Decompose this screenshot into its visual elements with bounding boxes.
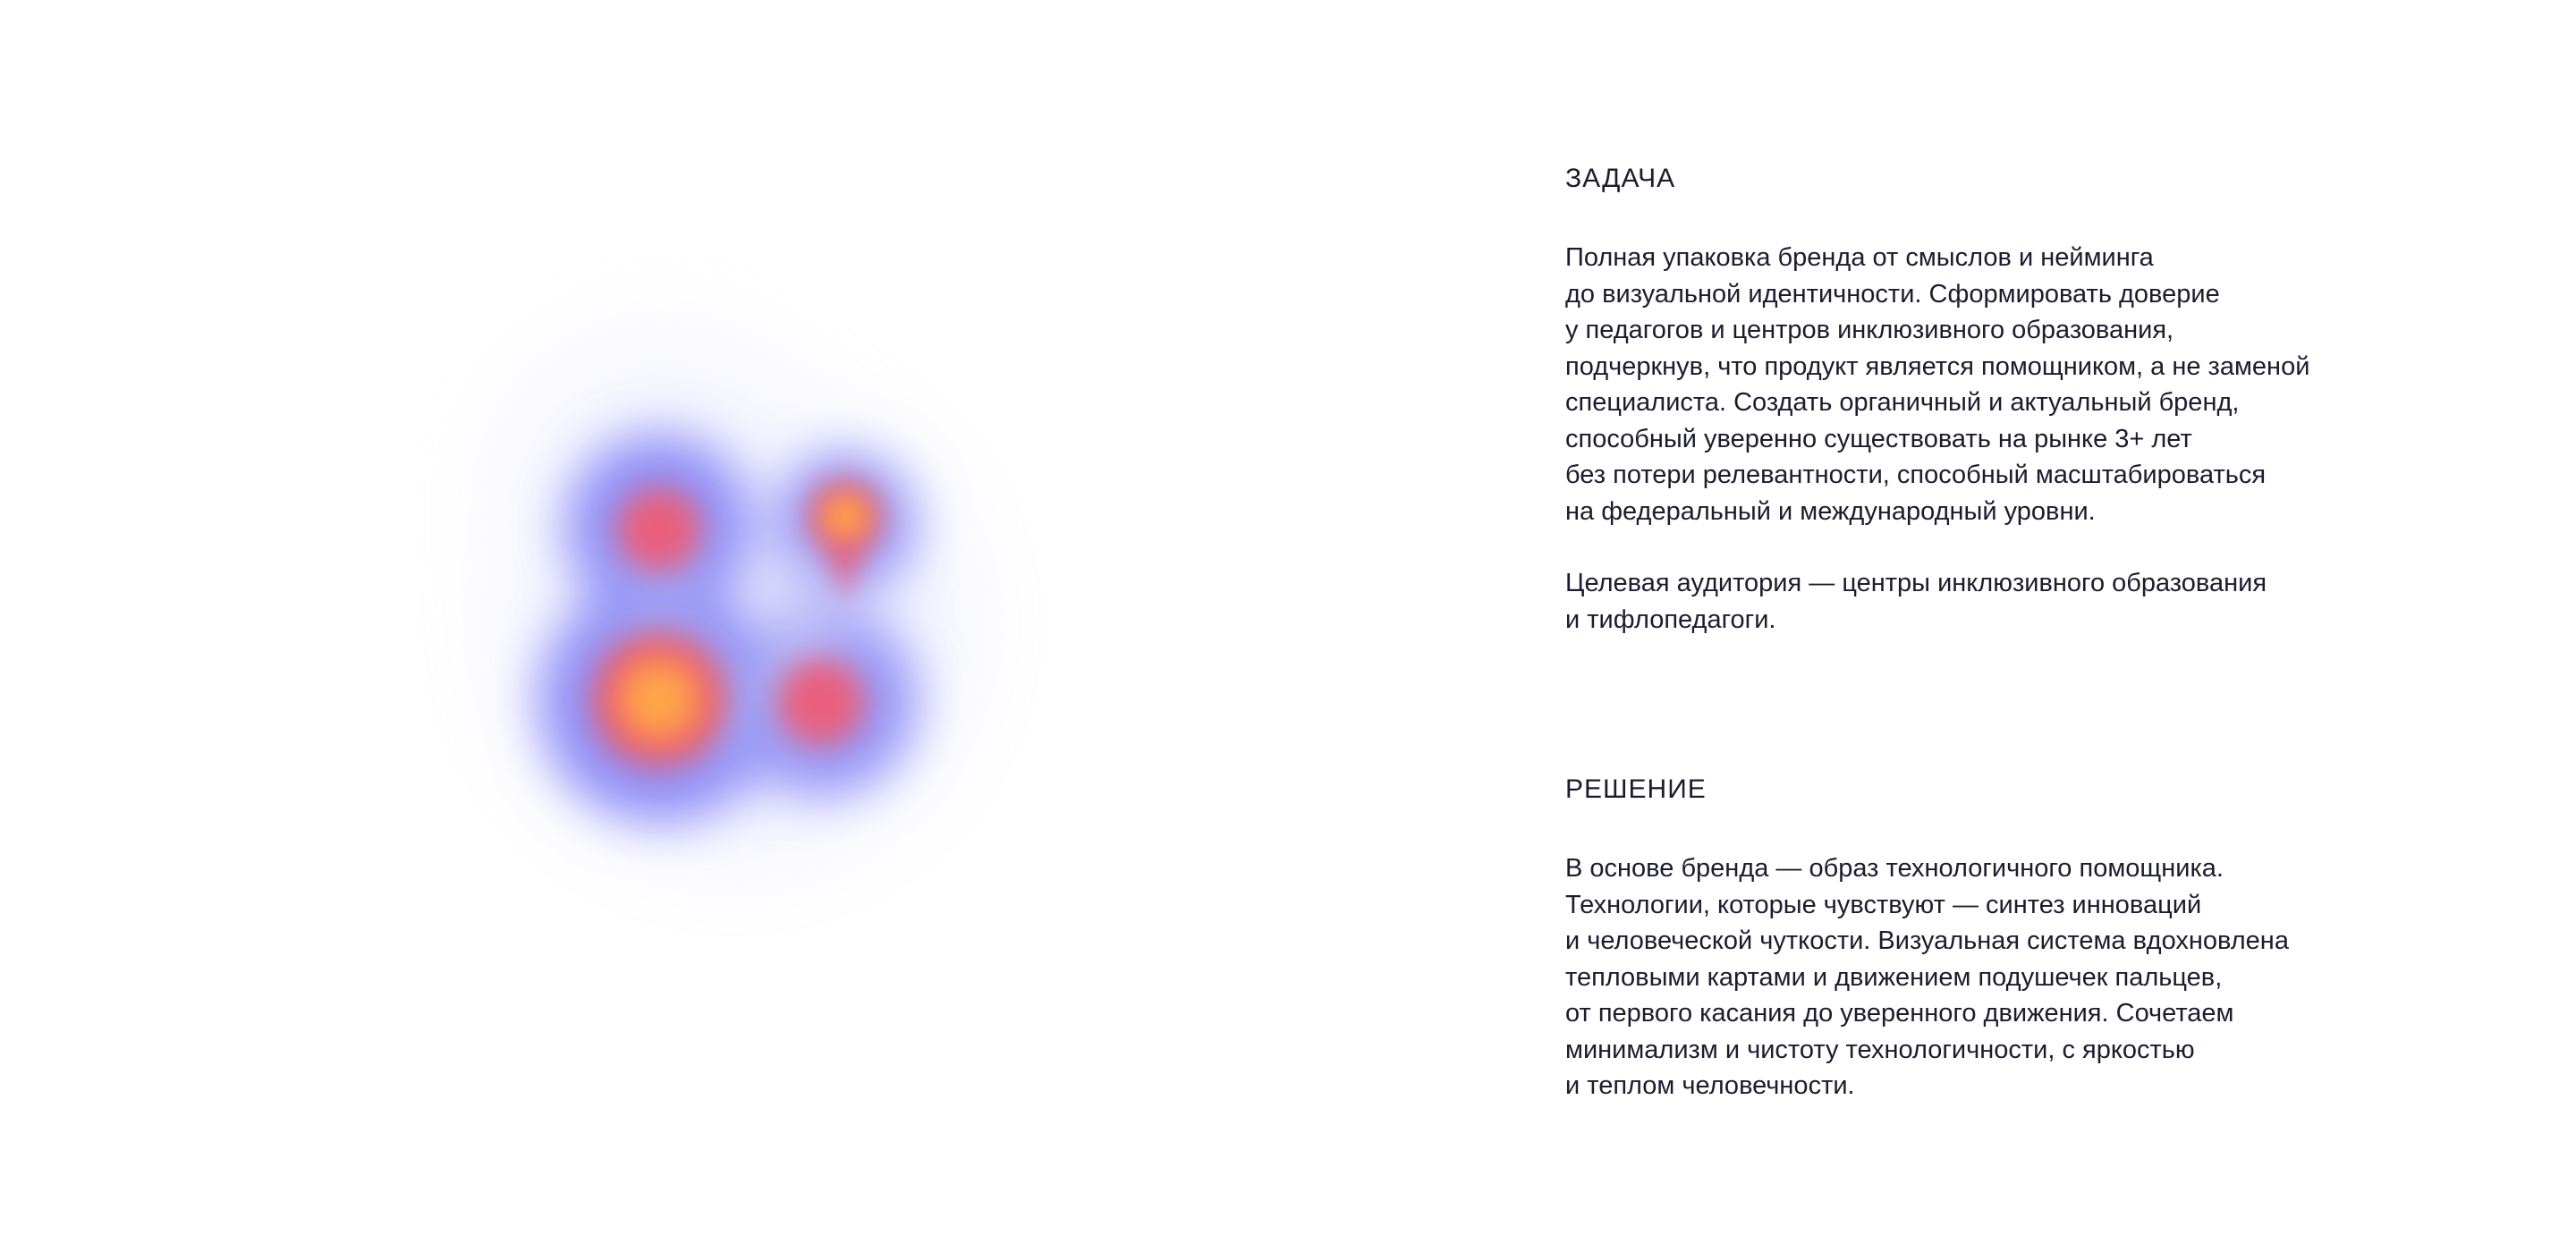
spot-top-left [606,476,713,583]
solution-description: В основе бренда — образ технологичного помощника. Технологии, которые чувствуют — синтез инноваций и человеческой чуткости. Визуальная система вдохновлена тепловыми картами и движением подушечек пальцев, от первого касания до уверенного движения. Сочетаем минимализм и чистоту технологичности, с яркостью и теплом человечности. [1565,854,2289,1100]
task-heading: ЗАДАЧА [1565,164,1676,193]
text-column [1565,161,2549,1140]
spot-bottom-right [766,647,877,757]
section-spacer [1565,673,2549,772]
solution-heading: РЕШЕНИЕ [1565,774,1707,804]
task-description: Полная упаковка бренда от смыслов и нейминга до визуальной идентичности. Сформировать доверие у педагогов и центров инклюзивного образования, подчеркнув, что продукт является помощником, а не заменой специалиста. Создать органичный и актуальный бренд, способный уверенно существовать на рынке 3+ лет без потери релевантности, способный масштабироваться на федеральный и международный уровни. [1565,243,2310,526]
spot-bottom-left [579,619,740,780]
target-audience: Целевая аудитория — центры инклюзивного образования и тифлопедагоги. [1565,569,2267,634]
